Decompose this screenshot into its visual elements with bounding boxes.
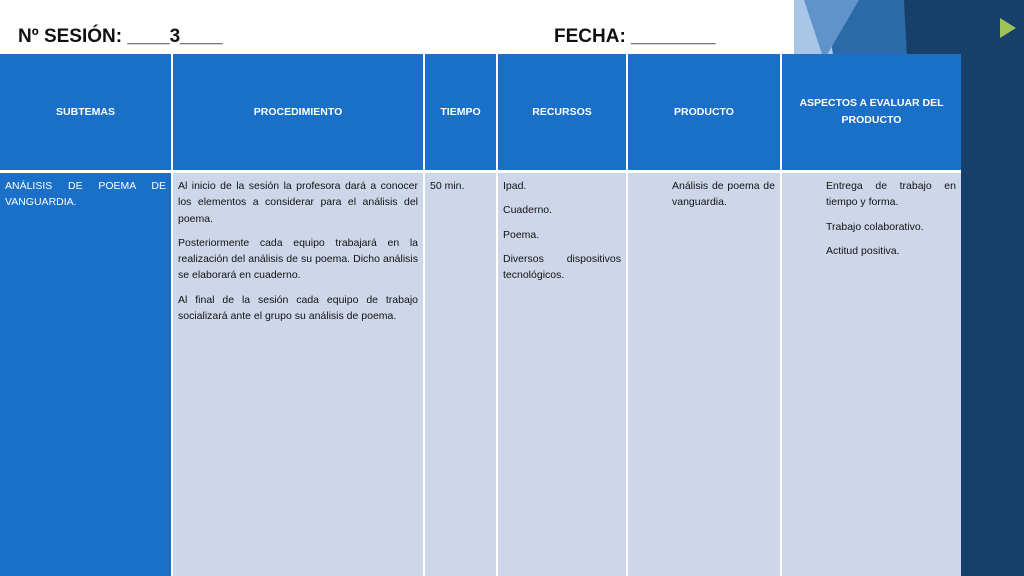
procedimiento-paragraph: Posteriormente cada equipo trabajará en la realización del análisis de su poema. Dicho análisis se elaborará en cuaderno.	[178, 236, 418, 282]
cell-subtema: ANÁLISIS DE POEMA DE VANGUARDIA.	[0, 172, 172, 576]
aspecto-item: Entrega de trabajo en tiempo y forma.	[826, 180, 956, 209]
cell-tiempo: 50 min.	[424, 172, 497, 576]
column-header-subtemas: SUBTEMAS	[0, 54, 172, 172]
cell-procedimiento	[172, 172, 424, 576]
date-title: FECHA: ________	[554, 26, 716, 47]
column-header-tiempo: TIEMPO	[424, 54, 497, 172]
table-row	[0, 172, 961, 576]
table-header-row	[0, 54, 961, 172]
cell-aspectos	[781, 172, 961, 576]
aspecto-item: Trabajo colaborativo.	[826, 220, 924, 233]
cell-recursos	[497, 172, 627, 576]
recurso-item: Poema.	[503, 228, 540, 241]
column-header-procedimiento: PROCEDIMIENTO	[172, 54, 424, 172]
session-number-title: Nº SESIÓN: ____3____	[18, 26, 223, 47]
aspecto-item: Actitud positiva.	[826, 244, 900, 257]
procedimiento-paragraph: Al final de la sesión cada equipo de trabajo socializará ante el grupo su análisis de poema.	[178, 293, 418, 322]
recurso-item: Diversos dispositivos tecnológicos.	[503, 252, 621, 282]
procedimiento-paragraph: Al inicio de la sesión la profesora dará a conocer los elementos a considerar para el análisis del poema.	[178, 180, 418, 225]
column-header-producto: PRODUCTO	[627, 54, 781, 172]
column-header-aspectos: ASPECTOS A EVALUAR DEL PRODUCTO	[781, 54, 961, 172]
recurso-item: Ipad.	[503, 180, 527, 192]
lesson-plan-table	[0, 54, 961, 576]
column-header-recursos: RECURSOS	[497, 54, 627, 172]
cell-producto: Análisis de poema de vanguardia.	[627, 172, 781, 576]
recurso-item: Cuaderno.	[503, 204, 553, 217]
